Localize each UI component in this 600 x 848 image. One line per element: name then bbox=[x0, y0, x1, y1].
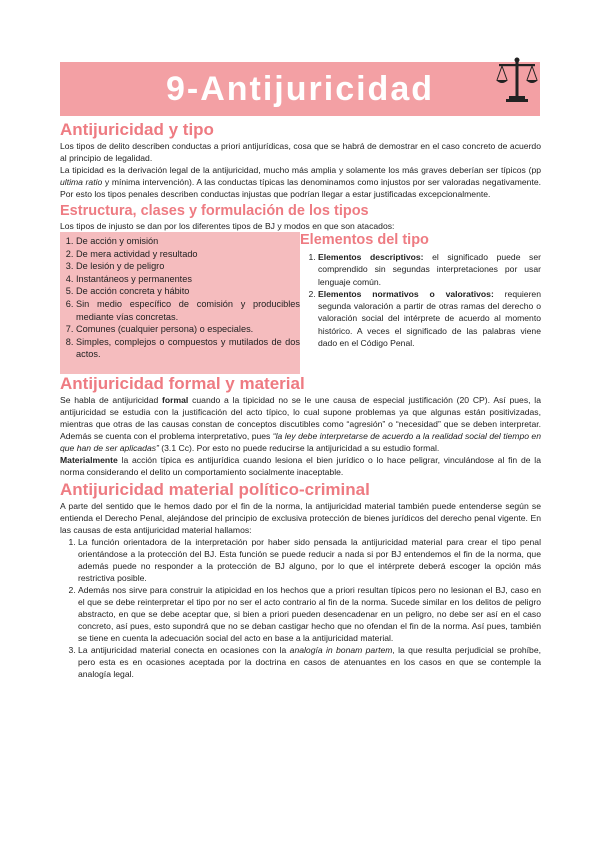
list-item: 4. Instantáneos y permanentes bbox=[76, 273, 300, 286]
title-banner bbox=[60, 62, 540, 116]
page-title: 9-Antijuricidad bbox=[165, 70, 435, 108]
paragraph: Materialmente la acción típica es antijurídica cuando lesiona el bien jurídico o lo hace peligrar, vinculándose al fin de la norma considerando el delito un comportamiento socialmente inaceptable. bbox=[60, 455, 541, 477]
subheading-elementos-del-tipo: Elementos del tipo bbox=[300, 232, 429, 248]
list-item: 2. De mera actividad y resultado bbox=[76, 248, 300, 261]
elementos-del-tipo bbox=[300, 232, 541, 349]
causes-list bbox=[60, 536, 541, 680]
list-item: 5. De acción concreta y hábito bbox=[76, 285, 300, 298]
list-item: 2. Elementos normativos o valorativos: requieren segunda valoración a partir de otras ramas del derecho o valoración social del intérprete de acuerdo al momento histórico. A veces el significado de las palabras viene dado en el Código Penal. bbox=[318, 288, 541, 349]
document-body bbox=[60, 120, 541, 680]
list-item: 3. De lesión y de peligro bbox=[76, 260, 300, 273]
paragraph: La tipicidad es la derivación legal de la antijuricidad, mucho más amplia y solamente los más graves deberían ser típicos (pp ultima ratio y mínima intervención). A las conductas típicas las denominamos como injustos por ser valoradas negativamente. Por esto los tipos penales describen conductas injustas que podrían llegar a estar justificadas excepcionalmente. bbox=[60, 165, 542, 199]
list-item: 1. De acción y omisión bbox=[76, 235, 300, 248]
list-item: 8. Simples, complejos o compuestos y mutilados de dos actos. bbox=[76, 336, 300, 361]
paragraph: A parte del sentido que le hemos dado por el fin de la norma, la antijuricidad material también puede entenderse según se entienda el Derecho Penal, alejándose del principio de exclusiva protección de bienes jurídicos del derecho penal vigente. En las causas de esta antijuricidad material hallamos: bbox=[60, 501, 541, 535]
section-heading-estructura: Estructura, clases y formulación de los tipos bbox=[60, 203, 369, 219]
section-heading-politico-criminal: Antijuricidad material político-criminal bbox=[60, 480, 370, 499]
list-item: 1. La función orientadora de la interpretación por haber sido pensada la antijuricidad material para crear el tipo penal orientándose a la protección del BJ. Esta función se puede reducir a nada si por BJ entendemos el fin de la norma, que además puede no responder a la protección de BJ alguno, por lo que el intérprete deberá escoger la opción más restrictiva posible. bbox=[78, 536, 541, 584]
types-two-column bbox=[60, 232, 541, 374]
paragraph: Los tipos de injusto se dan por los diferentes tipos de BJ y modos en que son atacados: bbox=[60, 221, 395, 231]
scales-of-justice-icon bbox=[493, 56, 541, 104]
list-item: 3. La antijuricidad material conecta en ocasiones con la analogía in bonam partem, la que resulta perjudicial se prohíbe, pero esta es en ocasiones aceptada por la doctrina en casos de atenuantes en los casos en que se contemple la analogía legal. bbox=[78, 644, 541, 680]
list-item: 6. Sin medio específico de comisión y producibles mediante vías concretas. bbox=[76, 298, 300, 323]
list-item: 7. Comunes (cualquier persona) o especiales. bbox=[76, 323, 300, 336]
types-list-box bbox=[60, 232, 300, 374]
section-heading-formal-material: Antijuricidad formal y material bbox=[60, 374, 305, 393]
section-heading-antijuricidad-y-tipo: Antijuricidad y tipo bbox=[60, 120, 214, 139]
paragraph: Se habla de antijuricidad formal cuando a la tipicidad no se le une causa de especial justificación (20 CP). Así pues, la antijuricidad se estudia con la justificación del acto típico, lo cual supone problemas ya que algunas están positivizadas, mientras que otras de las causas constan de conceptos discutibles como “agresión” o “necesidad” que se deben interpretar. Además se cuenta con el problema interpretativo, pues “la ley debe interpretarse de acuerdo a la realidad social del tiempo en que han de ser aplicadas” (3.1 Cc). Por esto no puede reducirse la antijuricidad a su estudio formal. bbox=[60, 395, 541, 453]
list-item: 1. Elementos descriptivos: el significado puede ser comprendido sin segundas interpretaciones por usar lenguaje común. bbox=[318, 251, 541, 288]
list-item: 2. Además nos sirve para construir la atipicidad en los hechos que a priori resultan típicos pero no lesionan el BJ, caso en el que se debe reinterpretar el tipo por no ser el acto contrario al fin de la norma. Sucede similar en los delitos de peligro abstracto, en que se debe aceptar que, si bien a priori pueden desencadenar en un peligro, no debe ser así en el caso concreto, así pues, esto supondrá que no se deban castigar hecho que no ofendan el fin de la norma. Así pues, también se tiene en cuenta la adecuación social del acto en base a la antijuricidad material. bbox=[78, 584, 541, 644]
paragraph: Los tipos de delito describen conductas a priori antijurídicas, cosa que se habrá de demostrar en el caso concreto de acuerdo al principio de legalidad. bbox=[60, 141, 541, 163]
